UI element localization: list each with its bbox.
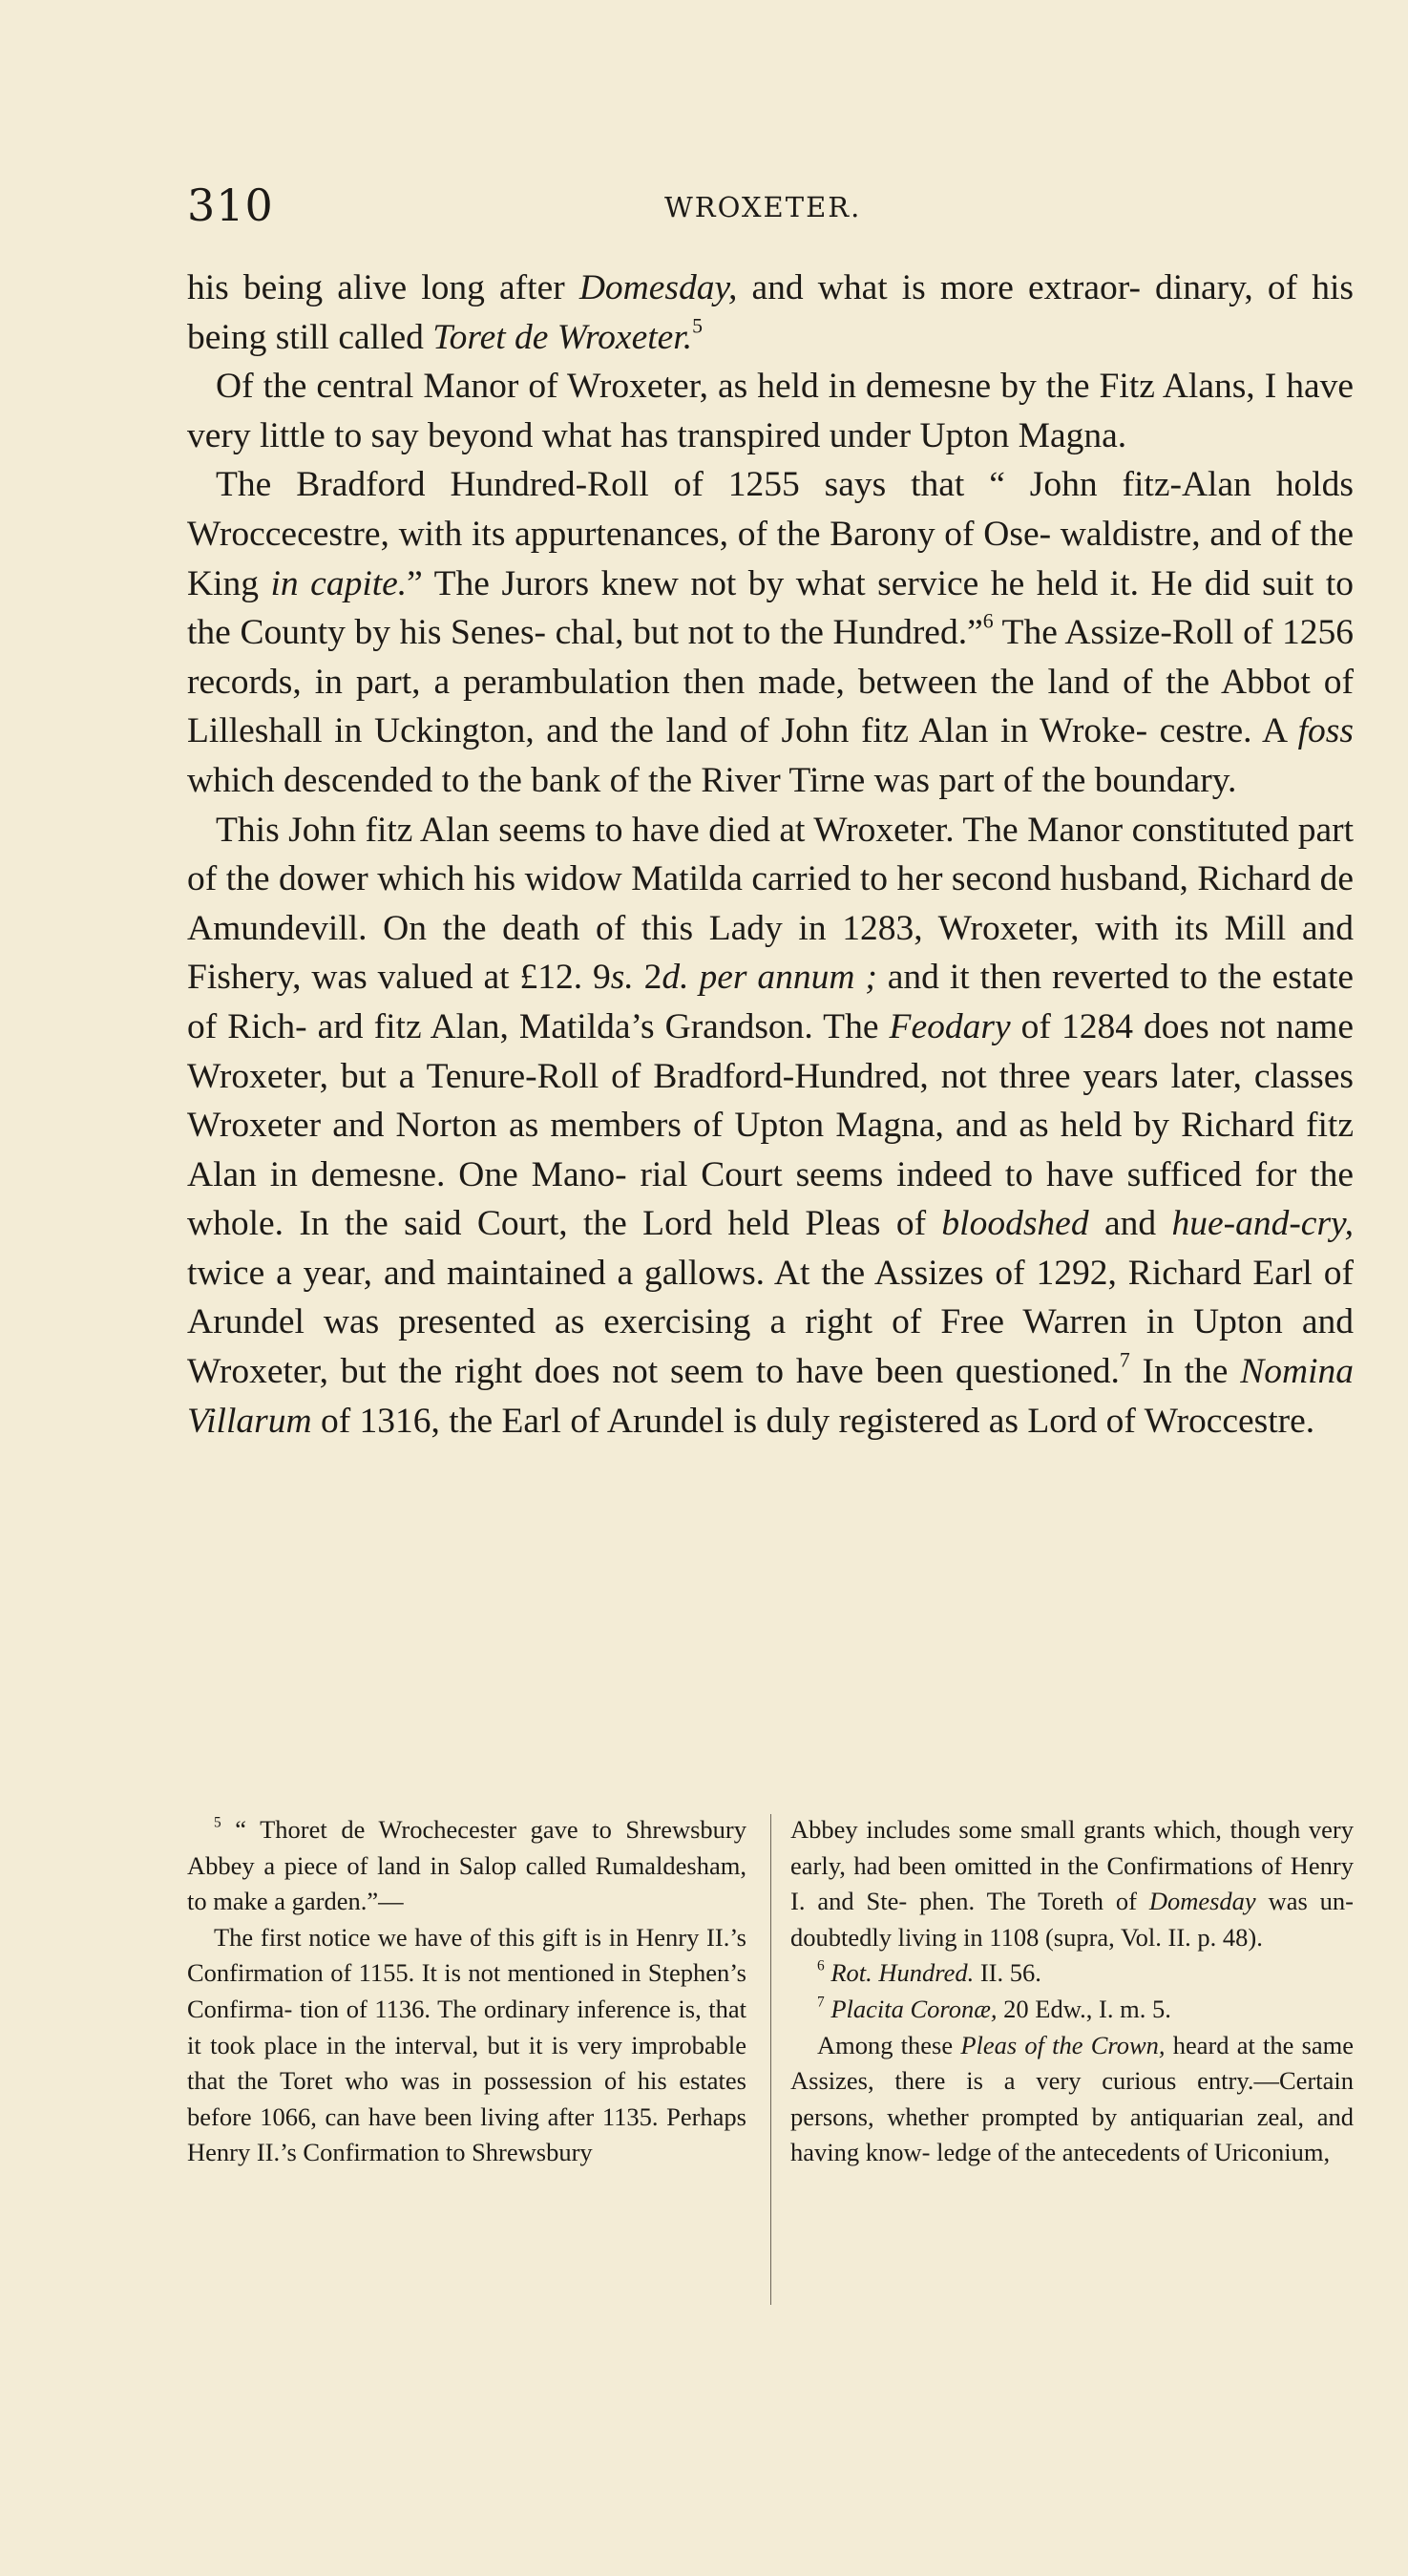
paragraph-1	[187, 264, 1354, 362]
text-run: and	[1088, 1204, 1172, 1244]
paragraph-2: Of the central Manor of Wroxeter, as held in demesne by the Fitz Alans, I have very little to say beyond what has transpired under Upton Magna.	[187, 367, 1354, 455]
footnote-7-continued	[790, 2028, 1354, 2171]
italic-run: d. per annum ;	[662, 958, 877, 998]
italic-run: s.	[610, 958, 634, 998]
text-run: of 1316, the Earl of Arundel is duly registered as Lord of Wroccestre.	[311, 1401, 1315, 1441]
footnote-column-right	[790, 1812, 1354, 2171]
text-run: ” The Jurors knew not by what service he held it. He did suit to the County by his Senes- chal, but not to the Hundred.”	[187, 563, 1354, 653]
footnotes	[187, 1812, 1354, 2309]
text-run: twice a year, and maintained a gallows. At the Assizes of 1292, Richard Earl of Arundel was presented as exercising a right of Free Warren in Upton and Wroxeter, but the right does not seem to have been questioned.	[187, 1253, 1354, 1392]
footnote-5	[187, 1812, 746, 1920]
italic-run: Toret de Wroxeter.	[432, 317, 693, 357]
text-run: and what is more extraor- dinary, of his being still called	[187, 268, 1354, 357]
text-run: which descended to the bank of the River Tirne was part of the boundary.	[187, 760, 1237, 800]
text-run: his being alive long after	[187, 268, 579, 307]
main-text	[187, 264, 1354, 1446]
running-title: WROXETER.	[664, 191, 862, 223]
text-run: Among these	[817, 2030, 961, 2059]
text-run: 20 Edw., I. m. 5.	[997, 1994, 1171, 2023]
footnote-6	[790, 1955, 1354, 1992]
italic-run: Domesday	[1148, 1887, 1256, 1916]
italic-run: Nomina Villarum	[187, 1352, 1354, 1441]
italic-run: foss	[1297, 711, 1354, 751]
text-run: heard at the same Assizes, there is a very curious entry.—Certain persons, whether prompted by antiquarian zeal, and having know- ledge of the antecedents of Uriconium,	[790, 2030, 1355, 2167]
footnote-ref-7[interactable]: 7	[1119, 1348, 1130, 1372]
page-header	[187, 179, 1237, 237]
italic-run: Pleas of the Crown,	[960, 2030, 1166, 2059]
italic-run: Rot. Hundred.	[830, 1958, 975, 1988]
text-run: In the	[1129, 1352, 1241, 1392]
footnote-7	[790, 1992, 1354, 2028]
footnote-mark: 7	[817, 1994, 825, 2011]
italic-run: Domesday,	[578, 268, 738, 307]
text-run: 2	[633, 958, 662, 998]
text-run: The Bradford Hundred-Roll of 1255 says that “ John fitz-Alan holds Wroccecestre, with its appurtenances, of the Barony of Ose- waldistre, and of the King	[187, 465, 1354, 603]
column-divider	[770, 1814, 771, 2305]
text-run: “ Thoret de Wrochecester gave to Shrewsbury Abbey a piece of land in Salop called Rumaldesham, to make a garden.”—	[187, 1815, 746, 1916]
footnote-ref-5[interactable]: 5	[692, 314, 703, 338]
italic-run: in capite.	[270, 563, 408, 603]
footnote-mark: 6	[817, 1957, 825, 1974]
text-run: Abbey includes some small grants which, though very early, had been omitted in the Confirmations of Henry I. and Ste- phen. The Toreth of	[790, 1815, 1354, 1916]
text-run: of 1284 does not name Wroxeter, but a Tenure-Roll of Bradford-Hundred, not three years later, classes Wroxeter and Norton as members of Upton Magna, and as held by Richard fitz Alan in demesne. One Mano- rial Court seems indeed to have sufficed for the whole. In the said Court, the Lord held Pleas of	[187, 1006, 1354, 1244]
text-run: This John fitz Alan seems to have died at Wroxeter. The Manor constituted part of the dower which his widow Matilda carried to her second husband, Richard de Amundevill. On the death of this Lady in 1283, Wroxeter, with its Mill and Fishery, was valued at £12. 9	[187, 810, 1354, 998]
paragraph-3	[187, 460, 1354, 805]
footnote-ref-6[interactable]: 6	[982, 609, 994, 633]
text-run: was un- doubtedly living in 1108 (supra, Vol. II. p. 48).	[790, 1887, 1354, 1952]
text-run: and it then reverted to the estate of Rich- ard fitz Alan, Matilda’s Grandson. The	[187, 958, 1355, 1046]
italic-run: Feodary	[889, 1006, 1011, 1046]
italic-run: bloodshed	[941, 1204, 1089, 1244]
footnote-5-continued: The first notice we have of this gift is in Henry II.’s Confirmation of 1155. It is not mentioned in Stephen’s Confirma- tion of 1136. The ordinary inference is, that it took place in the interval, but it is very improbable that the Toret who was in possession of his estates before 1066, can have been living after 1135. Perhaps Henry II.’s Confirmation to Shrewsbury	[187, 1922, 746, 2167]
page-number: 310	[187, 179, 274, 231]
text-run: II. 56.	[974, 1958, 1041, 1988]
footnote-column-left	[187, 1812, 746, 2171]
italic-run: hue-and-cry,	[1171, 1204, 1354, 1244]
italic-run: Placita Coronæ,	[830, 1994, 998, 2023]
footnote-mark: 5	[214, 1814, 221, 1831]
footnote-5-end	[790, 1812, 1354, 1955]
text-run: The Assize-Roll of 1256 records, in part, a perambulation then made, between the land of the Abbot of Lilleshall in Uckington, and the land of John fitz Alan in Wroke- cestre. A	[187, 613, 1354, 751]
paragraph-4	[187, 806, 1354, 1446]
